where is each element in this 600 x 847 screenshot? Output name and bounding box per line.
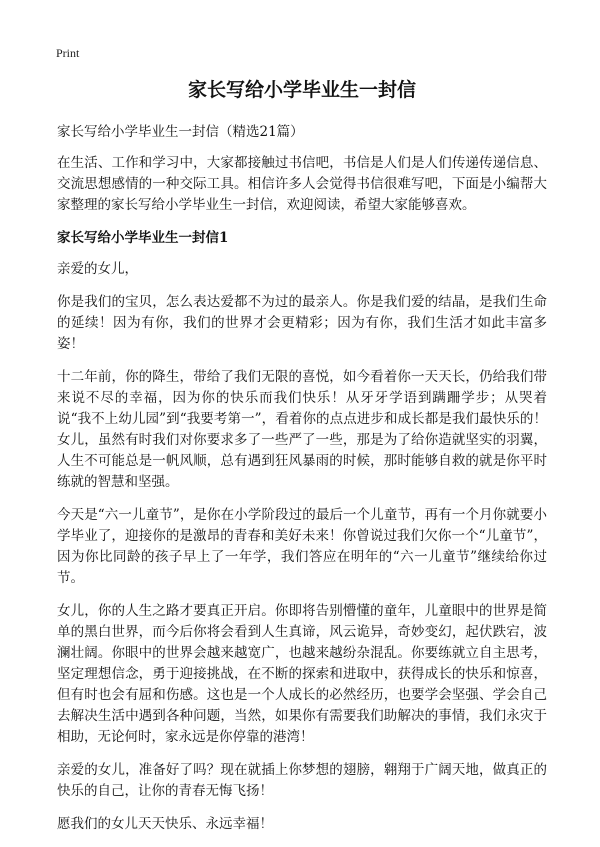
letter-paragraph: 今天是“六一儿童节”，是你在小学阶段过的最后一个儿童节，再有一个月你就要小学毕业了，迎接你的是激昂的青春和美好未来！你曾说过我们欠你一个“儿童节”，因为你比同龄的孩子早上了一年学，我们答应在明年的“六一儿童节”继续给你过节。 <box>57 507 547 586</box>
letter-paragraph: 女儿，你的人生之路才要真正开启。你即将告别懵懂的童年，儿童眼中的世界是简单的黑白世界，而今后你将会看到人生真谛，风云诡异，奇妙变幻，起伏跌宕，波澜壮阔。你眼中的世界会越来越宽广，也越来越纷杂混乱。你要练就立自主思考，坚定理想信念，勇于迎接挑战，在不断的探索和进取中，获得成长的快乐和惊喜，但有时也会有屈和伤感。这也是一个人成长的必然经历，也要学会坚强、学会自己去解决生活中遇到各种问题，当然，如果你有需要我们助解决的事情，我们永灾于相助，无论何时，家永远是你停靠的港湾！ <box>57 603 547 745</box>
intro-paragraph: 在生活、工作和学习中，大家都接触过书信吧，书信是人们是人们传递传递信息、交流思想感情的一种交际工具。相信许多人会觉得书信很难写吧，下面是小编帮大家整理的家长写给小学毕业生一封信，欢迎阅读，希望大家能够喜欢。 <box>57 155 547 213</box>
letter-closing: 愿我们的女儿天天快乐、永远幸福！ <box>57 816 273 832</box>
page-title: 家长写给小学毕业生一封信 <box>187 79 416 101</box>
letter-greeting: 亲爱的女儿， <box>57 261 138 277</box>
letter-paragraph: 你是我们的宝贝，怎么表达爱都不为过的最亲人。你是我们爱的结晶，是我们生命的延续！因为有你，我们的世界才会更精彩；因为有你，我们生活才如此丰富多姿！ <box>57 294 547 352</box>
document-body <box>57 78 547 847</box>
letter-paragraph: 十二年前，你的降生，带给了我们无限的喜悦，如今看着你一天天长，仍给我们带来说不尽的幸福，因为你的快乐而我们快乐！从牙牙学语到蹒跚学步；从哭着说“我不上幼儿园”到“我要考第一”，看着你的点点进步和成长都是我们最快乐的！女儿，虽然有时我们对你要求多了一些严了一些，那是为了给你造就坚实的羽翼，人生不可能总是一帆风顺，总有遇到狂风暴雨的时候，那时能够自救的就是你平时练就的智慧和坚强。 <box>57 369 547 490</box>
print-link[interactable]: Print <box>56 46 80 60</box>
section-heading: 家长写给小学毕业生一封信1 <box>57 230 229 246</box>
document-subtitle: 家长写给小学毕业生一封信（精选21篇） <box>57 124 304 140</box>
letter-paragraph: 亲爱的女儿，准备好了吗？现在就插上你梦想的翅膀，翱翔于广阔天地，做真正的快乐的自己，让你的青春无悔飞扬！ <box>57 762 547 799</box>
